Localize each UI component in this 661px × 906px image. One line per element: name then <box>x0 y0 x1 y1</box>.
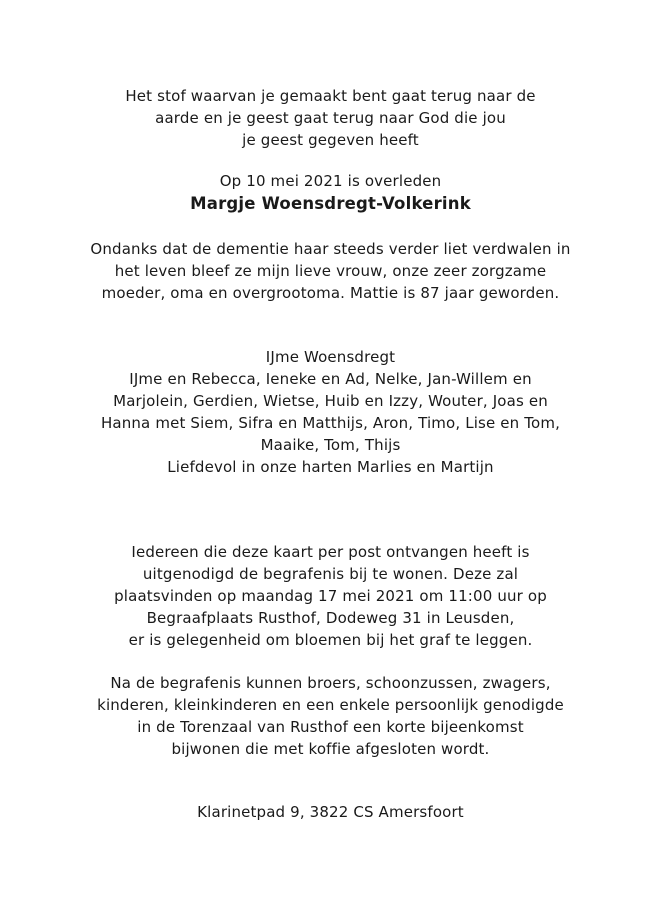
family-line: Marjolein, Gerdien, Wietse, Huib en Izzy, Wouter, Joas en <box>113 392 548 410</box>
tribute-line: Ondanks dat de dementie haar steeds verder liet verdwalen in <box>90 240 571 258</box>
family-line: Maaike, Tom, Thijs <box>260 436 401 454</box>
tribute-line: moeder, oma en overgrootoma. Mattie is 87 jaar geworden. <box>101 284 560 302</box>
family-line: IJme en Rebecca, Ieneke en Ad, Nelke, Jan-Willem en <box>129 370 532 388</box>
funeral-info-line: uitgenodigd de begrafenis bij te wonen. Deze zal <box>142 565 519 583</box>
funeral-info-line: er is gelegenheid om bloemen bij het graf te leggen. <box>128 631 533 649</box>
address-line: Klarinetpad 9, 3822 CS Amersfoort <box>197 803 464 821</box>
family-line: IJme Woensdregt <box>265 348 396 366</box>
deceased-name: Margje Woensdregt-Volkerink <box>190 194 471 213</box>
gathering-info-line: in de Torenzaal van Rusthof een korte bijeenkomst <box>137 718 524 736</box>
tribute-line: het leven bleef ze mijn lieve vrouw, onze zeer zorgzame <box>114 262 547 280</box>
funeral-info-line: plaatsvinden op maandag 17 mei 2021 om 11:00 uur op <box>114 587 547 605</box>
gathering-info-line: kinderen, kleinkinderen en een enkele persoonlijk genodigde <box>97 696 564 714</box>
family-line: Liefdevol in onze harten Marlies en Martijn <box>167 458 494 476</box>
death-date-line: Op 10 mei 2021 is overleden <box>219 172 442 190</box>
verse-line: je geest gegeven heeft <box>242 131 419 149</box>
family-line: Hanna met Siem, Sifra en Matthijs, Aron, Timo, Lise en Tom, <box>100 414 561 432</box>
verse-line: aarde en je geest gaat terug naar God die jou <box>155 109 506 127</box>
funeral-info-line: Iedereen die deze kaart per post ontvangen heeft is <box>131 543 530 561</box>
gathering-info-line: bijwonen die met koffie afgesloten wordt. <box>171 740 490 758</box>
verse-line: Het stof waarvan je gemaakt bent gaat terug naar de <box>125 87 536 105</box>
gathering-info-line: Na de begrafenis kunnen broers, schoonzussen, zwagers, <box>110 674 551 692</box>
funeral-info-line: Begraafplaats Rusthof, Dodeweg 31 in Leusden, <box>146 609 515 627</box>
